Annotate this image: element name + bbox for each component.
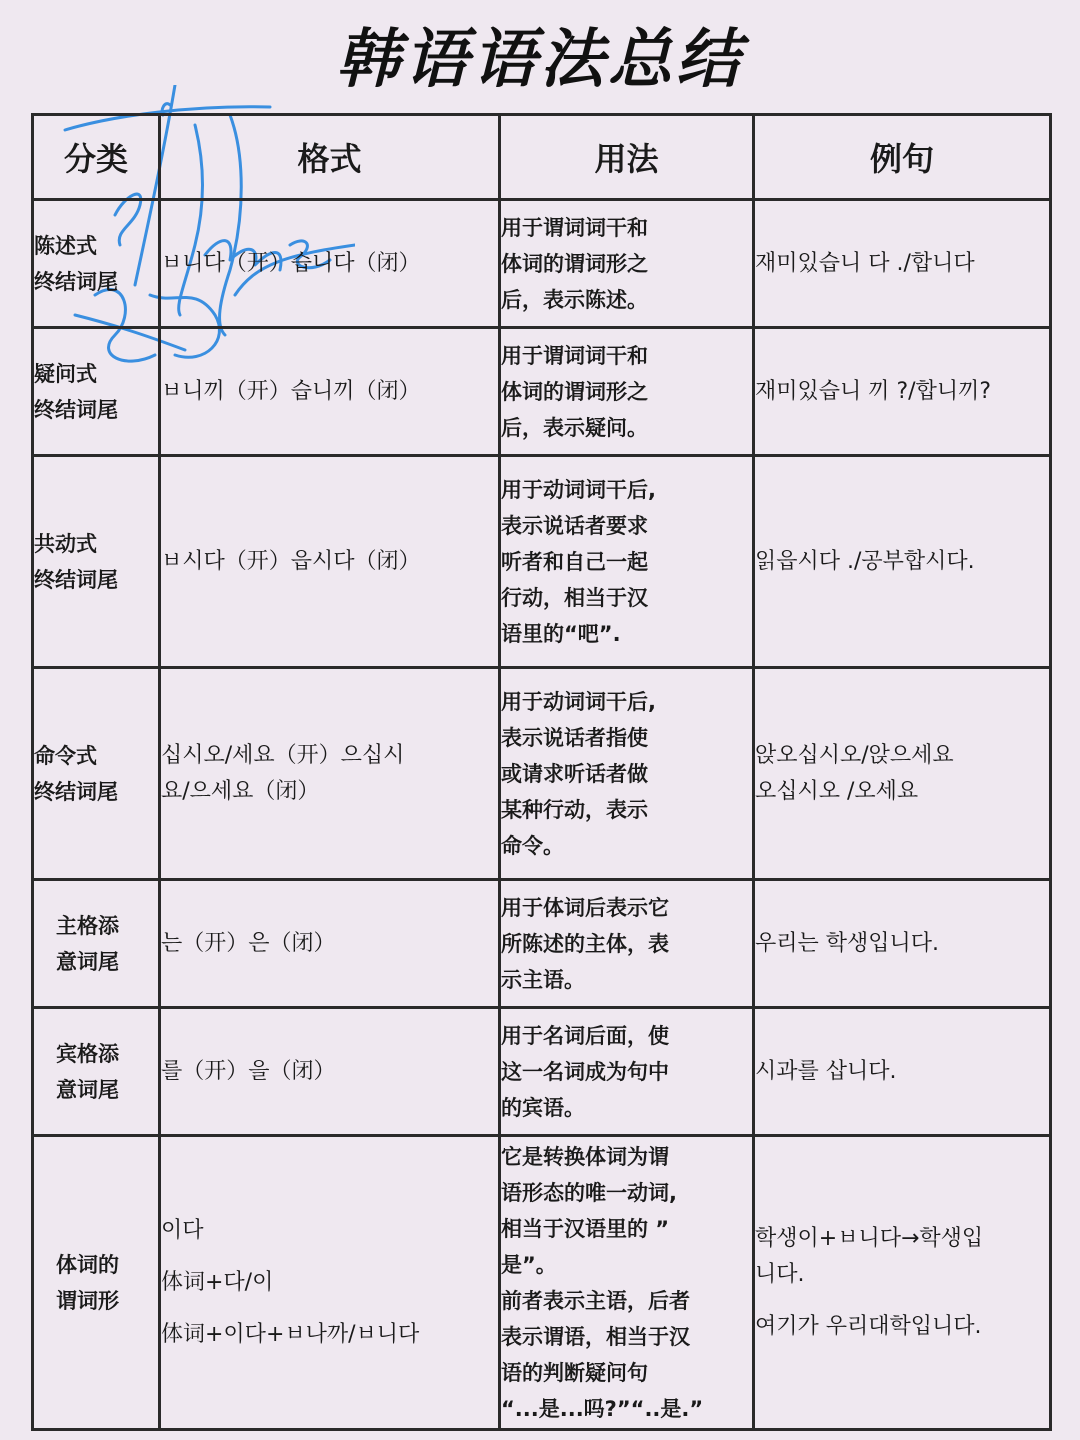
category-cell: 疑问式 终结词尾 (33, 328, 160, 456)
example-cell: 읽읍시다 ./공부합시다. (754, 456, 1051, 668)
example-cell: 시과를 삽니다. (754, 1008, 1051, 1136)
category-cell: 共动式 终结词尾 (33, 456, 160, 668)
example-cell: 앉오십시오/앉으세요 오십시오 /오세요 (754, 668, 1051, 880)
example-cell: 재미있습니 다 ./합니다 (754, 200, 1051, 328)
usage-cell: 用于体词后表示它 所陈述的主体，表 示主语。 (500, 880, 754, 1008)
usage-cell: 用于谓词词干和 体词的谓词形之 后，表示疑问。 (500, 328, 754, 456)
category-cell: 主格添 意词尾 (33, 880, 160, 1008)
header-category: 分类 (33, 115, 160, 200)
header-usage: 用法 (500, 115, 754, 200)
header-example: 例句 (754, 115, 1051, 200)
usage-cell: 它是转换体词为谓 语形态的唯一动词, 相当于汉语里的 ” 是”。 前者表示主语，后者 表示谓语，相当于汉 语的判断疑问句 “...是...吗?”“..是.” (500, 1136, 754, 1430)
category-cell: 体词的 谓词形 (33, 1136, 160, 1430)
usage-cell: 用于动词词干后, 表示说话者要求 听者和自己一起 行动，相当于汉 语里的“吧”. (500, 456, 754, 668)
header-row (33, 115, 1051, 200)
category-cell: 陈述式 终结词尾 (33, 200, 160, 328)
table-row (33, 456, 1051, 668)
format-cell: 를（开）을（闭） (160, 1008, 500, 1136)
example-cell: 학생이+ㅂ니다→학생입 니다. 여기가 우리대학입니다. (754, 1136, 1051, 1430)
table-row (33, 200, 1051, 328)
example-cell: 재미있습니 끼 ?/합니끼? (754, 328, 1051, 456)
table-row (33, 880, 1051, 1008)
format-cell: ㅂ니끼（开）습니끼（闭） (160, 328, 500, 456)
category-cell: 宾格添 意词尾 (33, 1008, 160, 1136)
grammar-table (31, 113, 1052, 1431)
format-cell: 십시오/세요（开）으십시 요/으세요（闭） (160, 668, 500, 880)
table-row (33, 1008, 1051, 1136)
format-cell: 이다 体词+다/이 体词+이다+ㅂ나까/ㅂ니다 (160, 1136, 500, 1430)
format-cell: ㅂ니다（开）습니다（闭） (160, 200, 500, 328)
usage-cell: 用于谓词词干和 体词的谓词形之 后，表示陈述。 (500, 200, 754, 328)
format-cell: 는（开）은（闭） (160, 880, 500, 1008)
usage-cell: 用于名词后面，使 这一名词成为句中 的宾语。 (500, 1008, 754, 1136)
page-title: 韩语语法总结 (336, 23, 744, 97)
header-format: 格式 (160, 115, 500, 200)
usage-cell: 用于动词词干后, 表示说话者指使 或请求听话者做 某种行动，表示 命令。 (500, 668, 754, 880)
category-cell: 命令式 终结词尾 (33, 668, 160, 880)
format-cell: ㅂ시다（开）읍시다（闭） (160, 456, 500, 668)
table-row (33, 328, 1051, 456)
table-row (33, 668, 1051, 880)
table-row (33, 1136, 1051, 1430)
example-cell: 우리는 학생입니다. (754, 880, 1051, 1008)
